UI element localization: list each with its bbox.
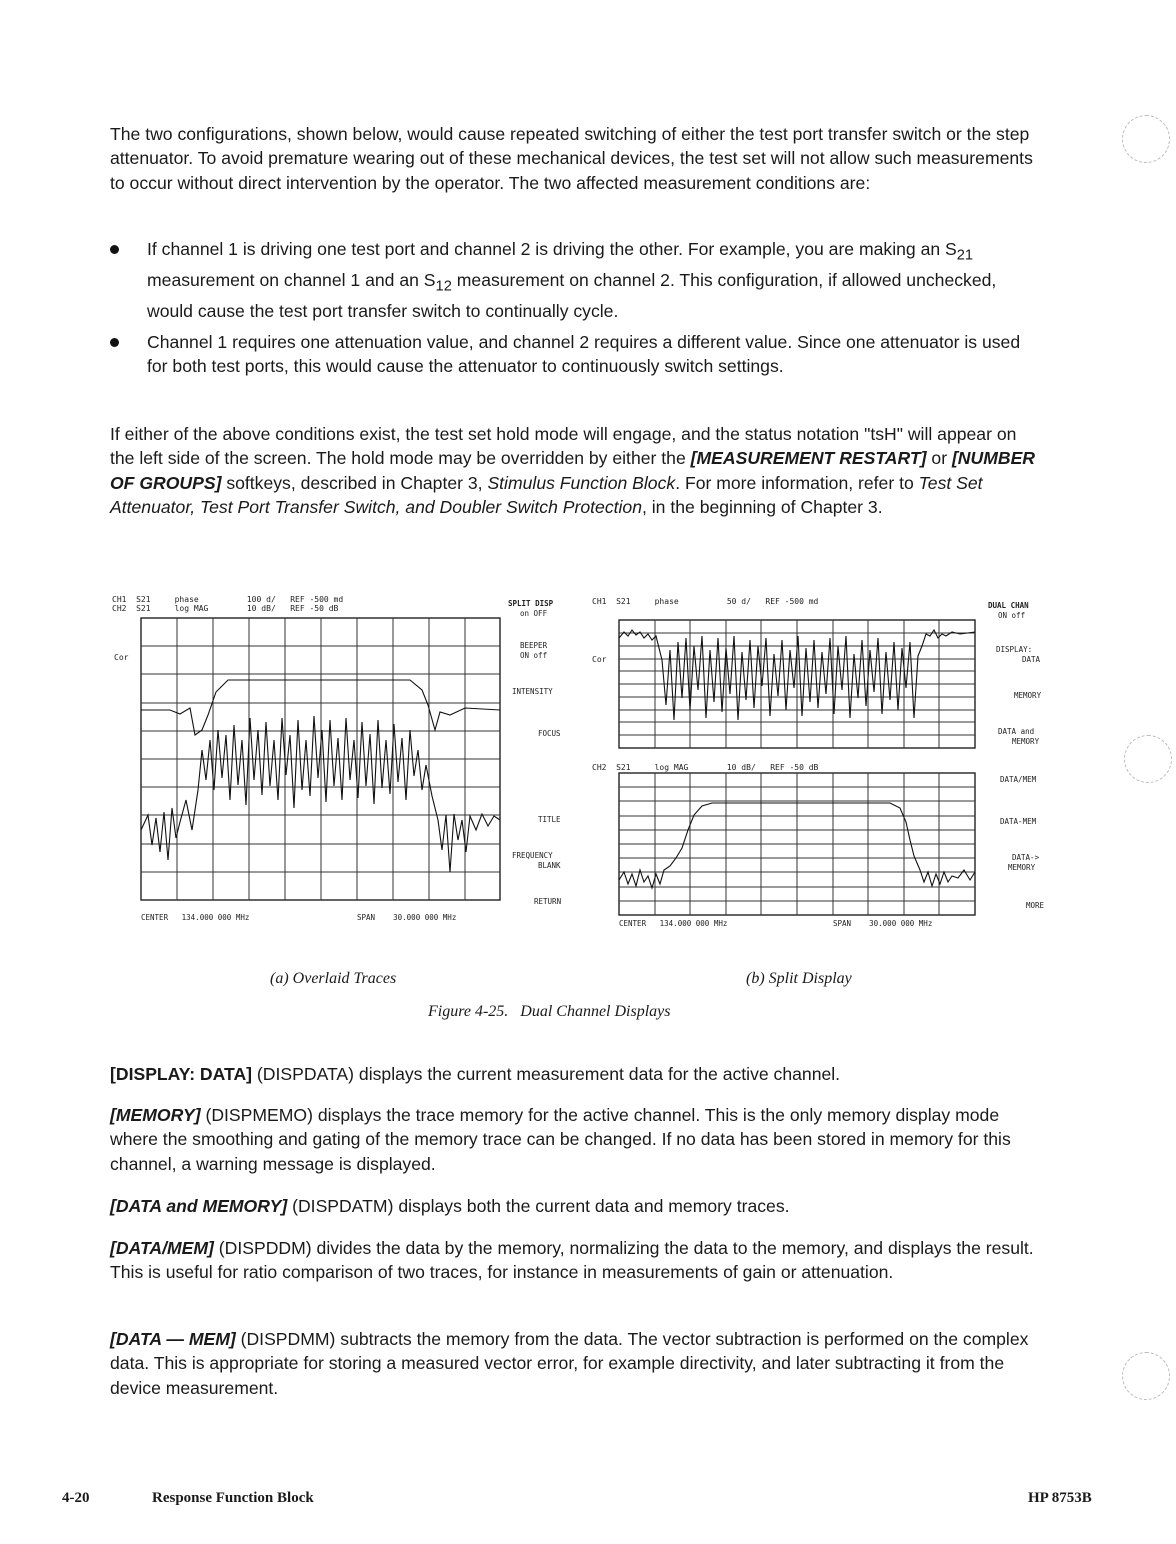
figure-title: Figure 4-25. Dual Channel Displays: [428, 1003, 671, 1020]
softkey-dual-chan[interactable]: DUAL CHAN: [988, 601, 1029, 610]
bullet-dot: [110, 245, 119, 254]
softkey-frequency[interactable]: FREQUENCY: [512, 851, 553, 860]
caption-overlaid-traces: (a) Overlaid Traces: [270, 970, 397, 987]
graticule: [141, 618, 500, 900]
caption-split-display: (b) Split Display: [746, 970, 852, 987]
softkey-beeper[interactable]: BEEPER: [520, 641, 548, 650]
punch-hole-top: [1122, 115, 1170, 163]
center-freq: CENTER 134.000 000 MHz: [141, 913, 250, 922]
ch2-header: CH2 S21 log MAG 10 dB/ REF -50 dB: [592, 763, 819, 772]
def-data-div-mem: [DATA/MEM] (DISPDDM) divides the data by the memory, normalizing the data to the memory, and displays the result. This is useful for ratio comparison of two traces, for instance in measurements of gain or attenuation.: [110, 1238, 1034, 1283]
figure-overlaid-traces: [110, 590, 590, 930]
ch2-header: CH2 S21 log MAG 10 dB/ REF -50 dB: [112, 604, 339, 613]
softkey-data-div-mem[interactable]: DATA/MEM: [1000, 775, 1037, 784]
softkey-display-data-value: DATA: [1022, 655, 1041, 664]
softkey-data-to-memory-2: MEMORY: [1008, 863, 1036, 872]
bullet-text-1: If channel 1 is driving one test port and channel 2 is driving the other. For example, you are making an $S_{21}$ measurement on channel 1 and an $S_{12}$ measurement on channel 2. This configuration, if allowed unchecked, would cause the test port transfer switch to continually cycle.: [147, 239, 997, 321]
hold-mode-paragraph: If either of the above conditions exist, the test set hold mode will engage, and the status notation "tsH" will appear on the left side of the screen. The hold mode may be overridden by either the [MEASUREMENT RESTART] or [NUMBER OF GROUPS] softkeys, described in Chapter 3, Stimulus Function Block. For more information, refer to Test Set Attenuator, Test Port Transfer Switch, and Doubler Switch Protection, in the beginning of Chapter 3.: [110, 424, 1036, 518]
def-data-and-memory: [DATA and MEMORY] (DISPDATM) displays both the current data and memory traces.: [110, 1196, 790, 1216]
softkey-dual-chan-state: ON off: [998, 611, 1026, 620]
graticule-bottom: [619, 773, 975, 915]
softkey-display-data[interactable]: DISPLAY:: [996, 645, 1033, 654]
cor-indicator: Cor: [114, 653, 129, 662]
softkey-intensity[interactable]: INTENSITY: [512, 687, 553, 696]
softkey-data-and-memory[interactable]: DATA and: [998, 727, 1035, 736]
center-freq: CENTER 134.000 000 MHz: [619, 919, 728, 928]
softkey-split-disp-state: on OFF: [520, 609, 548, 618]
ch1-header: CH1 S21 phase 100 d/ REF -500 md: [112, 595, 344, 604]
footer-model: HP 8753B: [1028, 1490, 1092, 1506]
footer-section: Response Function Block: [152, 1490, 314, 1506]
punch-hole-bottom: [1122, 1352, 1170, 1400]
intro-paragraph: The two configurations, shown below, would cause repeated switching of either the test port transfer switch or the step attenuator. To avoid premature wearing out of these mechanical devices, the test set will not allow such measurements to occur without direct intervention by the operator. The two affected measurement conditions are:: [110, 124, 1033, 193]
softkey-focus[interactable]: FOCUS: [538, 729, 561, 738]
cor-indicator: Cor: [592, 655, 607, 664]
softkey-return[interactable]: RETURN: [534, 897, 562, 906]
softkey-title[interactable]: TITLE: [538, 815, 561, 824]
softkey-more[interactable]: MORE: [1026, 901, 1045, 910]
span-freq: SPAN 30.000 000 MHz: [833, 919, 933, 928]
bullet-dot: [110, 338, 119, 347]
softkey-menu: [508, 599, 561, 906]
def-display-data: [DISPLAY: DATA] (DISPDATA) displays the current measurement data for the active channel.: [110, 1064, 841, 1084]
softkey-beeper-state: ON off: [520, 651, 548, 660]
def-data-minus-mem: [DATA — MEM] (DISPDMM) subtracts the memory from the data. The vector subtraction is performed on the complex data. This is appropriate for storing a measured vector error, for example directivity, and later subtracting it from the device measurement.: [110, 1329, 1029, 1398]
punch-hole-middle: [1124, 735, 1172, 783]
softkey-data-and-memory-2: MEMORY: [1012, 737, 1040, 746]
bullet-text-2: Channel 1 requires one attenuation value, and channel 2 requires a different value. Since one attenuator is used for both test ports, this would cause the attenuator to continuously switch settings.: [147, 332, 1021, 377]
span-freq: SPAN 30.000 000 MHz: [357, 913, 457, 922]
softkey-split-disp[interactable]: SPLIT DISP: [508, 599, 554, 608]
figure-split-display: [590, 590, 1060, 935]
ch1-header: CH1 S21 phase 50 d/ REF -500 md: [592, 597, 819, 606]
footer-page-number: 4-20: [62, 1490, 90, 1506]
softkey-data-minus-mem[interactable]: DATA-MEM: [1000, 817, 1037, 826]
softkey-memory[interactable]: MEMORY: [1014, 691, 1042, 700]
def-memory: [MEMORY] (DISPMEMO) displays the trace memory for the active channel. This is the only memory display mode where the smoothing and gating of the memory trace can be changed. If no data has been stored in memory for this channel, a warning message is displayed.: [110, 1105, 1011, 1174]
softkey-data-to-memory[interactable]: DATA->: [1012, 853, 1040, 862]
softkey-blank: BLANK: [538, 861, 561, 870]
softkey-menu: [988, 601, 1045, 910]
